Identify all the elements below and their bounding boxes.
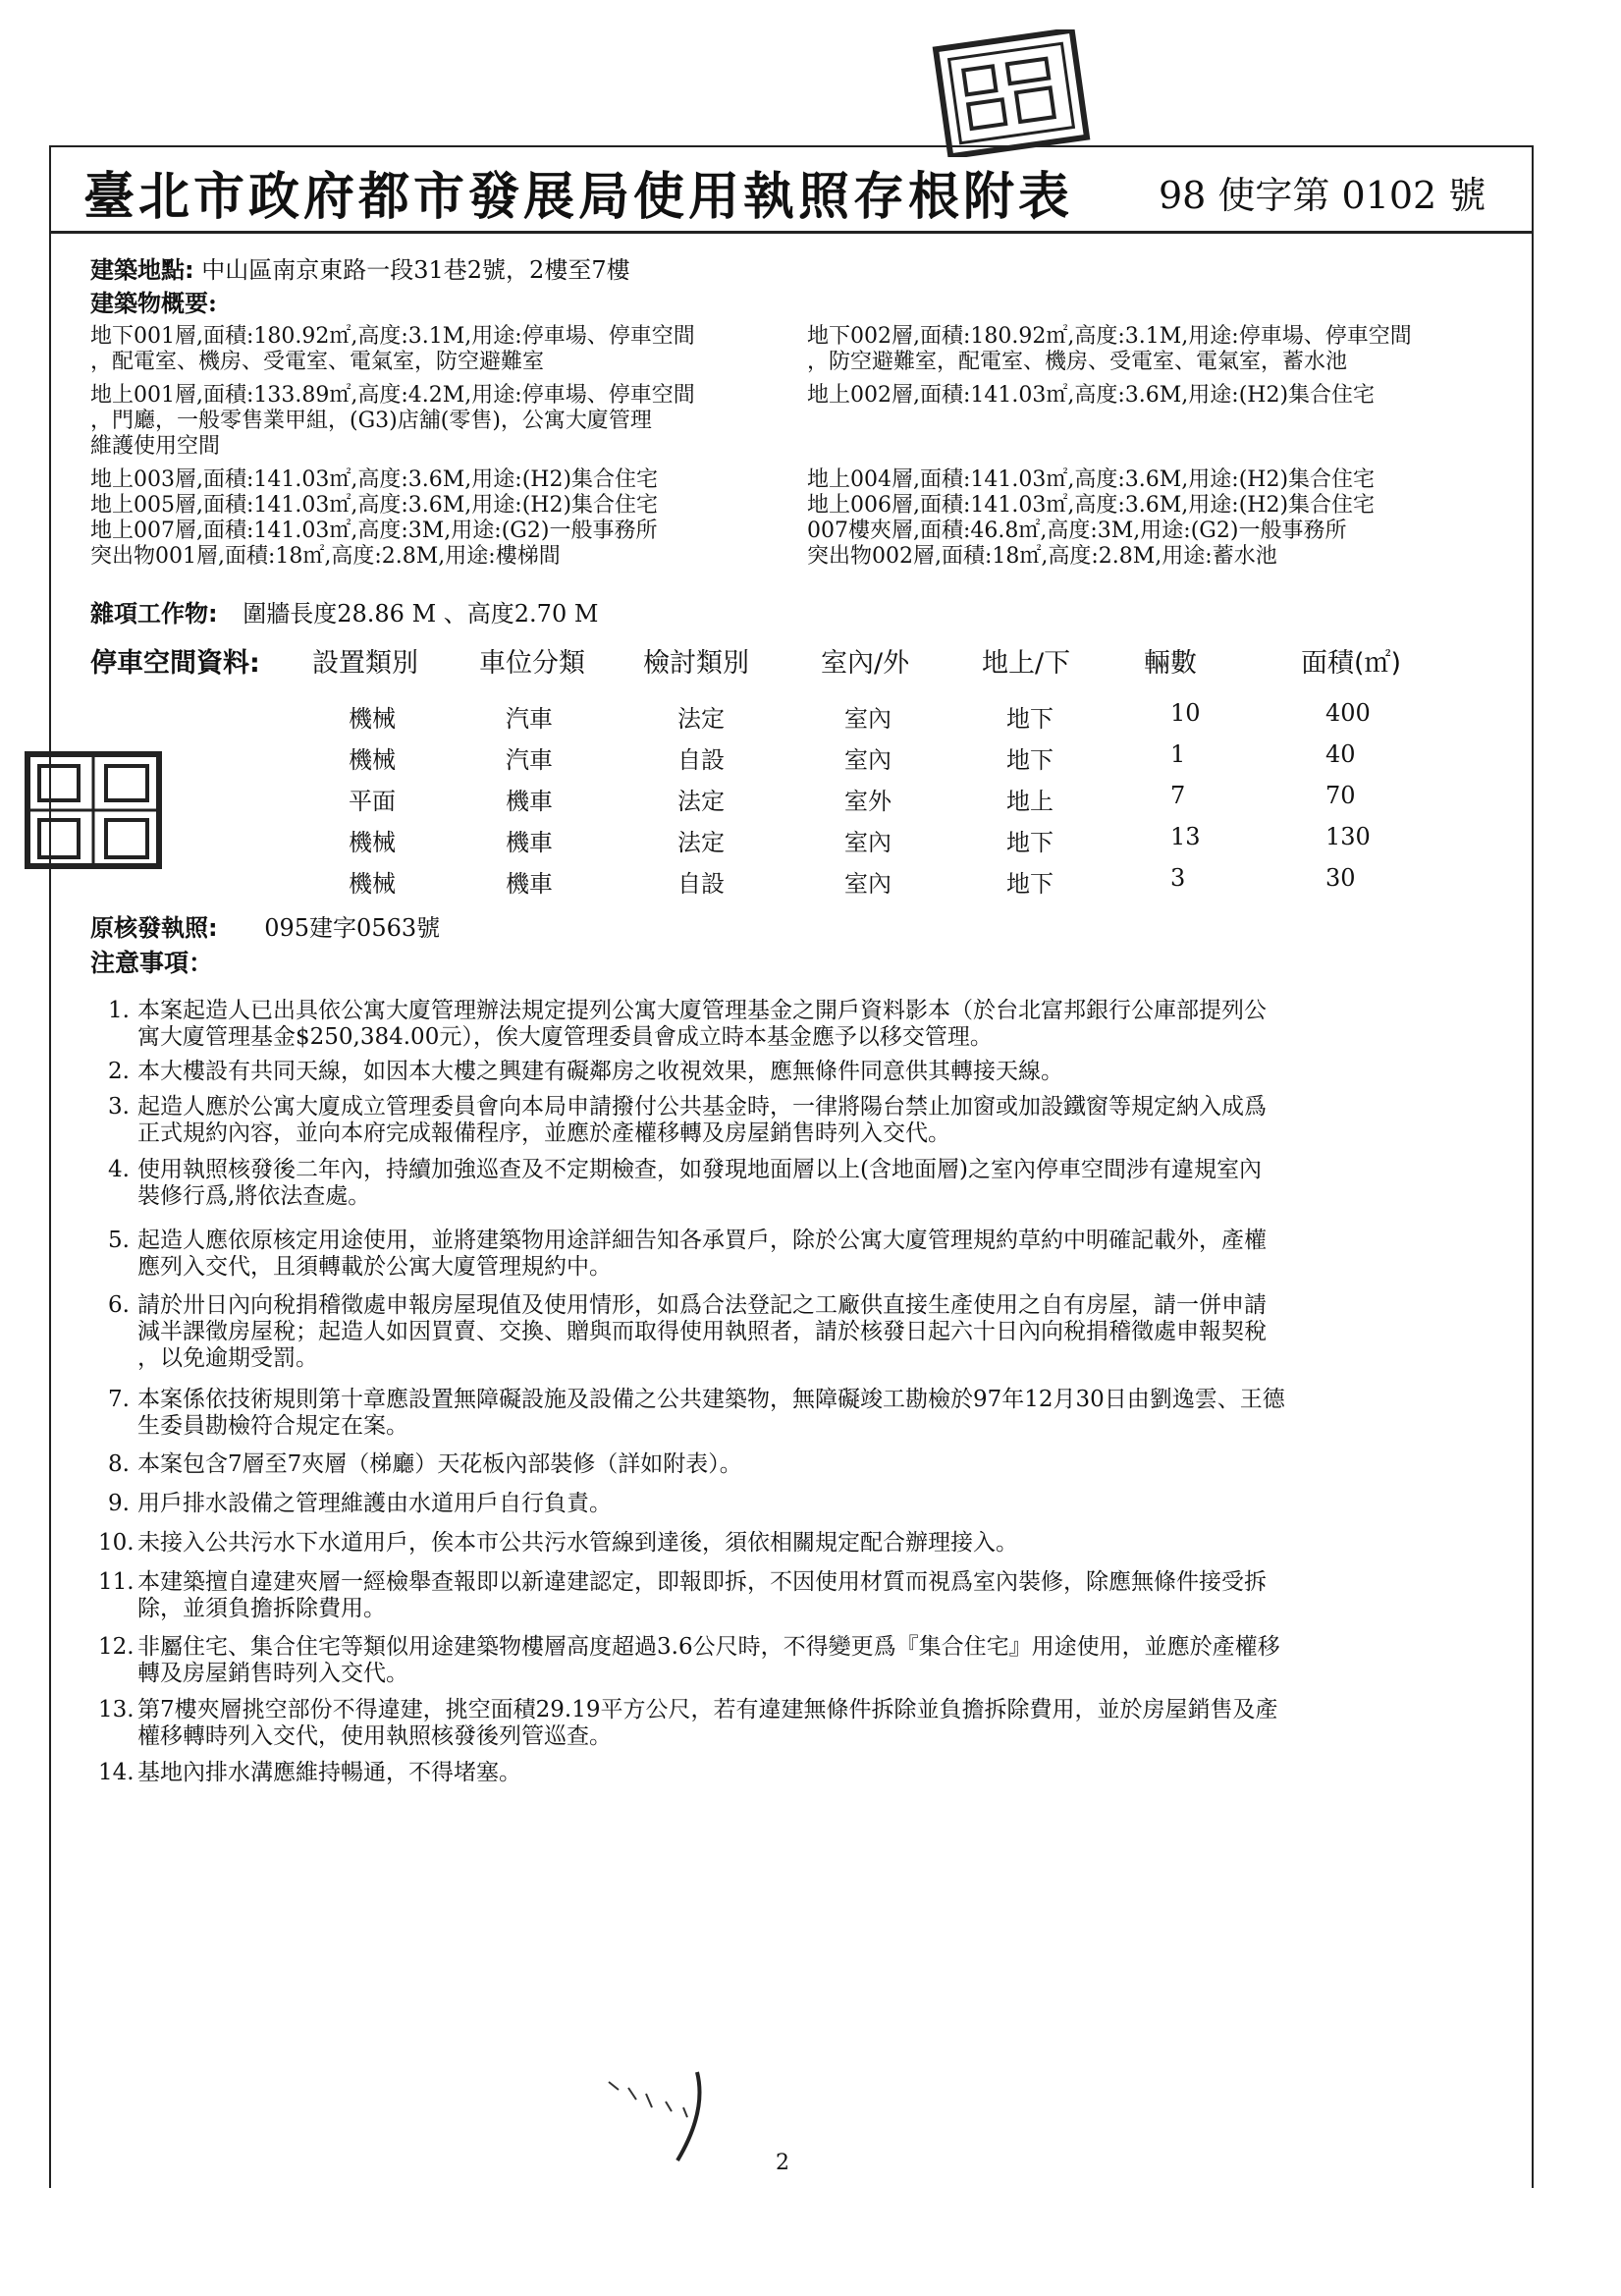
- parking-cell: 機械: [349, 870, 396, 898]
- parking-label: 停車空間資料:: [90, 648, 260, 679]
- parking-cell: 地下: [1006, 870, 1054, 898]
- overview-label: 建築物概要:: [90, 289, 217, 317]
- parking-cell: 130: [1325, 823, 1371, 850]
- misc-works-row: [90, 601, 598, 627]
- note-line: 權移轉時列入交代，使用執照核發後列管巡查。: [137, 1723, 612, 1749]
- list-item: [108, 1491, 1512, 1517]
- parking-cell: 地下: [1006, 829, 1054, 856]
- parking-cell: 法定: [677, 705, 725, 733]
- note-line: 應列入交代，且須轉載於公寓大廈管理規約中。: [137, 1254, 612, 1280]
- note-number: 2.: [108, 1059, 130, 1084]
- list-item: [108, 1157, 1512, 1210]
- overview-left-line: 突出物001層,面積:18㎡,高度:2.8M,用途:樓梯間: [90, 544, 561, 569]
- parking-cell: 機車: [506, 870, 553, 898]
- parking-cell: 自設: [677, 746, 725, 774]
- parking-cell: 30: [1325, 864, 1356, 892]
- list-item: [98, 1530, 1512, 1557]
- note-line: 轉及房屋銷售時列入交代。: [137, 1661, 408, 1686]
- list-item: [98, 1569, 1512, 1622]
- parking-cell: 400: [1325, 699, 1371, 727]
- overview-right-line: 突出物002層,面積:18㎡,高度:2.8M,用途:蓄水池: [807, 544, 1277, 569]
- list-item: [98, 1634, 1512, 1687]
- overview-right-line: [807, 434, 1412, 460]
- original-permit-value: 095建字0563號: [264, 914, 441, 942]
- parking-cell: 7: [1170, 782, 1186, 809]
- note-line: 減半課徵房屋稅；起造人如因買賣、交換、贈與而取得使用執照者，請於核發日起六十日內向稅捐稽徵處申報契稅: [137, 1319, 1267, 1344]
- parking-cell: 室內: [844, 705, 892, 733]
- overview-right-line: [807, 409, 1412, 434]
- title-divider-line: [49, 231, 1534, 234]
- site-label: 建築地點:: [90, 256, 194, 284]
- note-number: 5.: [108, 1228, 130, 1253]
- note-line: 請於卅日內向稅捐稽徵處申報房屋現值及使用情形，如爲合法登記之工廠供直接生產使用之自有房屋，請一併申請: [137, 1292, 1267, 1318]
- parking-cell: 平面: [349, 788, 396, 815]
- parking-header-above-below: 地上/下: [982, 648, 1071, 679]
- parking-cell: 室內: [844, 746, 892, 774]
- note-line: 本案包含7層至7夾層（梯廳）天花板內部裝修（詳如附表）。: [137, 1451, 742, 1477]
- page-title: 臺北市政府都市發展局使用執照存根附表: [83, 167, 1074, 227]
- note-line: 未接入公共污水下水道用戶，俟本市公共污水管線到達後，須依相關規定配合辦理接入。: [137, 1530, 1018, 1556]
- note-number: 1.: [108, 998, 130, 1023]
- note-number: 14.: [98, 1760, 135, 1785]
- overview-left-line: 地上007層,面積:141.03㎡,高度:3M,用途:(G2)一般事務所: [90, 519, 658, 543]
- misc-works-label: 雜項工作物:: [90, 600, 218, 628]
- parking-cell: 室內: [844, 870, 892, 898]
- list-item: [108, 1059, 1512, 1085]
- frame-left-line: [49, 145, 51, 2188]
- note-number: 7.: [108, 1387, 130, 1412]
- list-item: [108, 1451, 1512, 1478]
- list-item: [98, 1697, 1512, 1750]
- parking-cell: 機械: [349, 746, 396, 774]
- parking-cell: 40: [1325, 740, 1356, 768]
- frame-right-line: [1532, 145, 1534, 2188]
- list-item: [98, 1760, 1512, 1786]
- note-line: 本案係依技術規則第十章應設置無障礙設施及設備之公共建築物，無障礙竣工勘檢於97年12月30日由劉逸雲、王德: [137, 1387, 1285, 1412]
- note-line: 本大樓設有共同天線，如因本大樓之興建有礙鄰房之收視效果，應無條件同意供其轉接天線。: [137, 1059, 1063, 1084]
- note-line: 寓大廈管理基金$250,384.00元），俟大廈管理委員會成立時本基金應予以移交管理。: [137, 1024, 993, 1050]
- parking-header-area: 面積(㎡): [1301, 648, 1402, 679]
- parking-cell: 3: [1170, 864, 1186, 892]
- list-item: [108, 1387, 1512, 1440]
- parking-cell: 自設: [677, 870, 725, 898]
- overview-left-line: 地上001層,面積:133.89㎡,高度:4.2M,用途:停車場、停車空間: [90, 383, 695, 408]
- parking-cell: 機械: [349, 829, 396, 856]
- parking-cell: 汽車: [506, 705, 553, 733]
- parking-cell: 70: [1325, 782, 1356, 809]
- overview-right-line: 007樓夾層,面積:46.8㎡,高度:3M,用途:(G2)一般事務所: [807, 519, 1347, 543]
- parking-cell: 汽車: [506, 746, 553, 774]
- parking-cell: 10: [1170, 699, 1201, 727]
- note-number: 6.: [108, 1292, 130, 1318]
- permit-serial-number: 98 使字第 0102 號: [1159, 174, 1486, 217]
- note-line: 本案起造人已出具依公寓大廈管理辦法規定提列公寓大廈管理基金之開戶資料影本（於台北富邦銀行公庫部提列公: [137, 998, 1267, 1023]
- note-number: 8.: [108, 1451, 130, 1477]
- page-number: 2: [776, 2151, 789, 2175]
- site-row: [90, 257, 630, 283]
- parking-cell: 法定: [677, 829, 725, 856]
- overview-right-line: 地下002層,面積:180.92㎡,高度:3.1M,用途:停車場、停車空間: [807, 324, 1412, 349]
- note-line: 裝修行爲,將依法查處。: [137, 1183, 371, 1209]
- overview-left-line: ，門廳，一般零售業甲組，(G3)店舖(零售)，公寓大廈管理: [90, 409, 652, 433]
- overview-right-column: [807, 324, 1412, 570]
- parking-cell: 室內: [844, 829, 892, 856]
- note-number: 10.: [98, 1530, 135, 1556]
- parking-header-review-type: 檢討類別: [643, 648, 749, 679]
- note-number: 9.: [108, 1491, 130, 1516]
- overview-right-line: 地上006層,面積:141.03㎡,高度:3.6M,用途:(H2)集合住宅: [807, 493, 1376, 518]
- note-number: 3.: [108, 1094, 130, 1120]
- original-permit-row: [90, 915, 440, 941]
- overview-left-column: [90, 324, 695, 570]
- overview-right-line: 地上004層,面積:141.03㎡,高度:3.6M,用途:(H2)集合住宅: [807, 467, 1376, 492]
- parking-cell: 機車: [506, 829, 553, 856]
- note-line: ，以免逾期受罰。: [137, 1345, 318, 1371]
- overview-right-line: 地上002層,面積:141.03㎡,高度:3.6M,用途:(H2)集合住宅: [807, 383, 1376, 408]
- overview-left-line: 地上003層,面積:141.03㎡,高度:3.6M,用途:(H2)集合住宅: [90, 467, 659, 492]
- notes-label: 注意事項：: [90, 949, 214, 977]
- list-item: [108, 1292, 1512, 1372]
- overview-left-line: 維護使用空間: [90, 434, 221, 459]
- note-line: 起造人應依原核定用途使用，並將建築物用途詳細告知各承買戶，除於公寓大廈管理規約草約中明確記載外，產權: [137, 1228, 1267, 1253]
- note-number: 4.: [108, 1157, 130, 1182]
- parking-cell: 機械: [349, 705, 396, 733]
- list-item: [108, 1228, 1512, 1281]
- note-line: 除，並須負擔拆除費用。: [137, 1596, 386, 1621]
- signature-mark: [579, 2052, 835, 2170]
- note-line: 第7樓夾層挑空部份不得違建，挑空面積29.19平方公尺，若有違建無條件拆除並負擔拆除費用，並於房屋銷售及產: [137, 1697, 1278, 1722]
- note-line: 生委員勘檢符合規定在案。: [137, 1413, 408, 1439]
- parking-cell: 法定: [677, 788, 725, 815]
- parking-header-indoor-outdoor: 室內/外: [821, 648, 910, 679]
- list-item: [108, 1094, 1512, 1147]
- parking-cell: 地下: [1006, 746, 1054, 774]
- note-line: 基地內排水溝應維持暢通，不得堵塞。: [137, 1760, 521, 1785]
- note-number: 12.: [98, 1634, 135, 1660]
- overview-left-line: 地下001層,面積:180.92㎡,高度:3.1M,用途:停車場、停車空間: [90, 324, 695, 349]
- seal-stamp-top: [923, 29, 1100, 157]
- parking-cell: 室外: [844, 788, 892, 815]
- note-line: 本建築擅自違建夾層一經檢舉查報即以新違建認定，即報即拆，不因使用材質而視爲室內裝修，除應無條件接受拆: [137, 1569, 1267, 1595]
- parking-cell: 地上: [1006, 788, 1054, 815]
- note-line: 使用執照核發後二年內，持續加強巡查及不定期檢查，如發現地面層以上(含地面層)之室內停車空間涉有違規室內: [137, 1157, 1262, 1182]
- note-line: 用戶排水設備之管理維護由水道用戶自行負責。: [137, 1491, 612, 1516]
- parking-cell: 1: [1170, 740, 1186, 768]
- parking-header-setup-type: 設置類別: [312, 648, 418, 679]
- note-number: 11.: [98, 1569, 135, 1595]
- parking-header-space-class: 車位分類: [479, 648, 585, 679]
- parking-header-count: 輛數: [1144, 648, 1197, 679]
- seal-stamp-left: [20, 746, 167, 874]
- note-line: 正式規約內容，並向本府完成報備程序，並應於產權移轉及房屋銷售時列入交代。: [137, 1121, 950, 1146]
- parking-cell: 地下: [1006, 705, 1054, 733]
- list-item: [108, 998, 1512, 1051]
- note-line: 起造人應於公寓大廈成立管理委員會向本局申請撥付公共基金時，一律將陽台禁止加窗或加設鐵窗等規定納入成爲: [137, 1094, 1267, 1120]
- note-line: 非屬住宅、集合住宅等類似用途建築物樓層高度超過3.6公尺時，不得變更爲『集合住宅』用途使用，並應於產權移: [137, 1634, 1280, 1660]
- site-value: 中山區南京東路一段31巷2號，2樓至7樓: [201, 256, 630, 284]
- note-number: 13.: [98, 1697, 135, 1722]
- misc-works-value: 圍牆長度28.86 M 、高度2.70 M: [243, 600, 599, 628]
- overview-left-line: ，配電室、機房、受電室、電氣室，防空避難室: [90, 350, 545, 374]
- parking-cell: 13: [1170, 823, 1201, 850]
- parking-cell: 機車: [506, 788, 553, 815]
- original-permit-label: 原核發執照:: [90, 914, 218, 942]
- overview-left-line: 地上005層,面積:141.03㎡,高度:3.6M,用途:(H2)集合住宅: [90, 493, 659, 518]
- overview-right-line: ，防空避難室，配電室、機房、受電室、電氣室，蓄水池: [807, 350, 1348, 374]
- frame-top-line: [49, 145, 1532, 147]
